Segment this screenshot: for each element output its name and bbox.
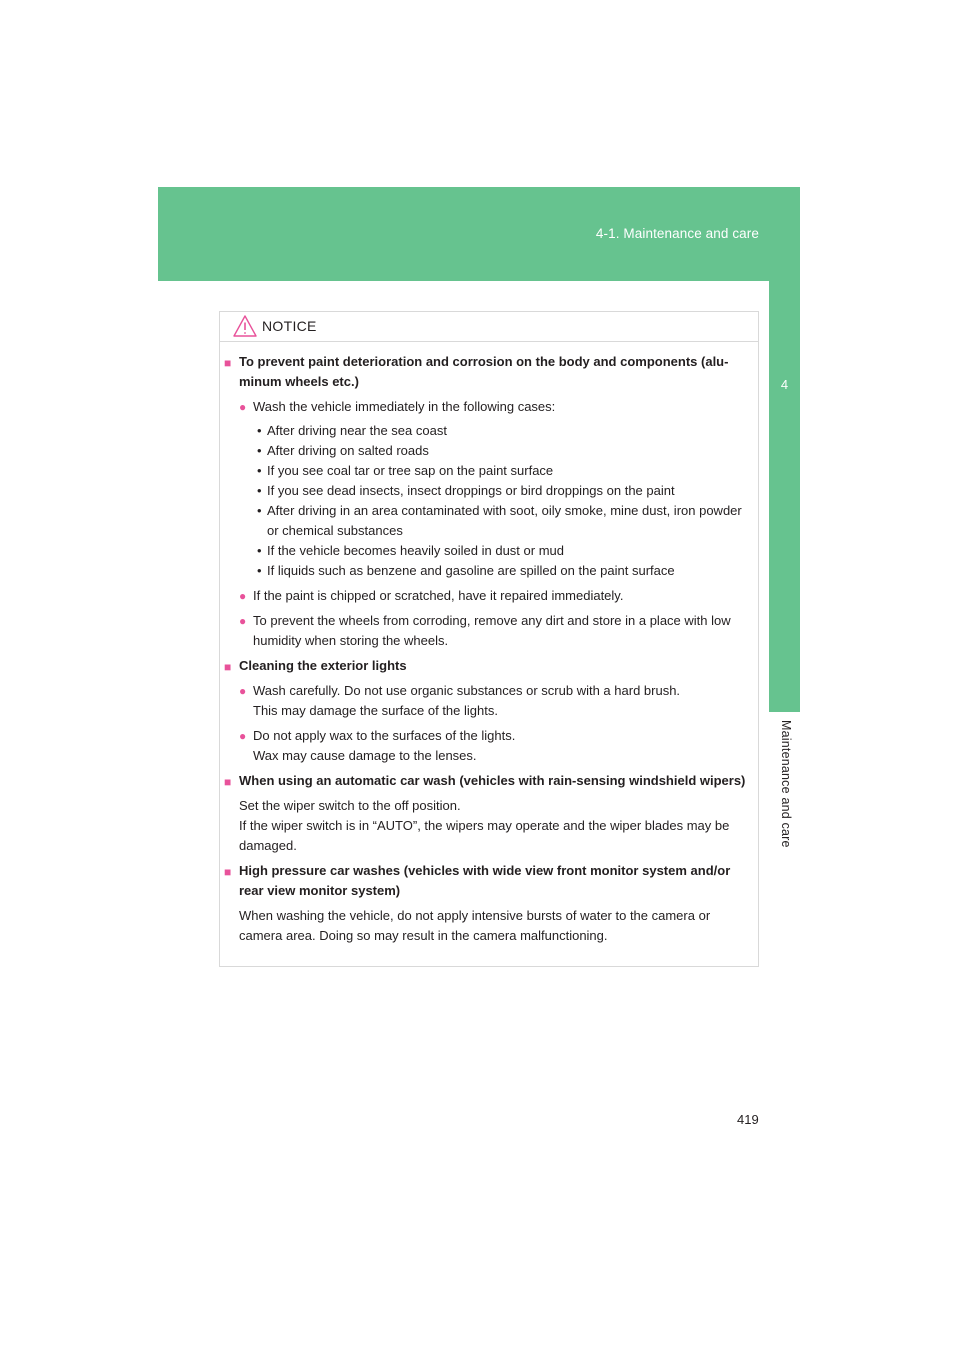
sub-item: • After driving in an area contaminated with soot, oily smoke, mine dust, iron powder or chemical substances bbox=[257, 503, 742, 538]
section-heading: ■ When using an automatic car wash (vehicles with rain-sensing windshield wipers) bbox=[224, 771, 754, 791]
chapter-number: 4 bbox=[780, 377, 789, 392]
chapter-label-text: Maintenance and care bbox=[779, 720, 793, 848]
bullet-item: ● Do not apply wax to the surfaces of the lights. Wax may cause damage to the lenses. bbox=[239, 728, 516, 763]
circle-bullet-icon: ● bbox=[239, 684, 247, 698]
header-band bbox=[158, 187, 800, 281]
sub-item: • If the vehicle becomes heavily soiled in dust or mud bbox=[257, 543, 564, 558]
page-number: 419 bbox=[737, 1112, 759, 1127]
section-heading: ■ To prevent paint deterioration and corrosion on the body and components (alu- minum wheels etc.) bbox=[224, 354, 729, 389]
section-heading: ■ Cleaning the exterior lights bbox=[224, 656, 754, 676]
notice-body bbox=[224, 352, 754, 946]
circle-bullet-icon: ● bbox=[239, 589, 247, 603]
square-marker-icon: ■ bbox=[224, 865, 232, 879]
bullet-item: ● Wash the vehicle immediately in the following cases: bbox=[224, 397, 754, 417]
sub-list bbox=[224, 421, 754, 581]
paragraph: When washing the vehicle, do not apply intensive bursts of water to the camera or camera area. Doing so may result in the camera malfunctioning. bbox=[239, 908, 711, 943]
notice-box bbox=[219, 311, 759, 967]
chapter-tab bbox=[769, 281, 800, 712]
bullet-note: Wax may cause damage to the lenses. bbox=[253, 748, 477, 763]
section-heading: ■ High pressure car washes (vehicles with wide view front monitor system and/or rear view monitor system) bbox=[224, 863, 731, 898]
notice-header bbox=[220, 312, 758, 342]
sub-item: • After driving near the sea coast bbox=[257, 423, 447, 438]
paragraph: Set the wiper switch to the off position. If the wiper switch is in “AUTO”, the wipers may operate and the wiper blades may be damaged. bbox=[239, 798, 730, 853]
chapter-label bbox=[777, 720, 793, 870]
bullet-item: ● Wash carefully. Do not use organic substances or scrub with a hard brush. This may damage the surface of the lights. bbox=[239, 683, 681, 718]
square-marker-icon: ■ bbox=[224, 775, 232, 789]
sub-item: • If you see coal tar or tree sap on the paint surface bbox=[257, 463, 554, 478]
bullet-note: This may damage the surface of the lights. bbox=[253, 703, 498, 718]
circle-bullet-icon: ● bbox=[239, 729, 247, 743]
square-marker-icon: ■ bbox=[224, 356, 232, 370]
circle-bullet-icon: ● bbox=[239, 614, 247, 628]
bullet-item: ● To prevent the wheels from corroding, remove any dirt and store in a place with low humidity when storing the wheels. bbox=[239, 613, 731, 648]
sub-item: • After driving on salted roads bbox=[257, 443, 429, 458]
warning-triangle-icon bbox=[232, 314, 258, 338]
sub-item: • If liquids such as benzene and gasoline are spilled on the paint surface bbox=[257, 563, 675, 578]
notice-title: NOTICE bbox=[262, 318, 317, 334]
sub-item: • If you see dead insects, insect droppings or bird droppings on the paint bbox=[257, 483, 675, 498]
circle-bullet-icon: ● bbox=[239, 400, 247, 414]
bullet-item: ● If the paint is chipped or scratched, have it repaired immediately. bbox=[224, 586, 754, 606]
square-marker-icon: ■ bbox=[224, 660, 232, 674]
section-title: 4-1. Maintenance and care bbox=[595, 226, 759, 241]
